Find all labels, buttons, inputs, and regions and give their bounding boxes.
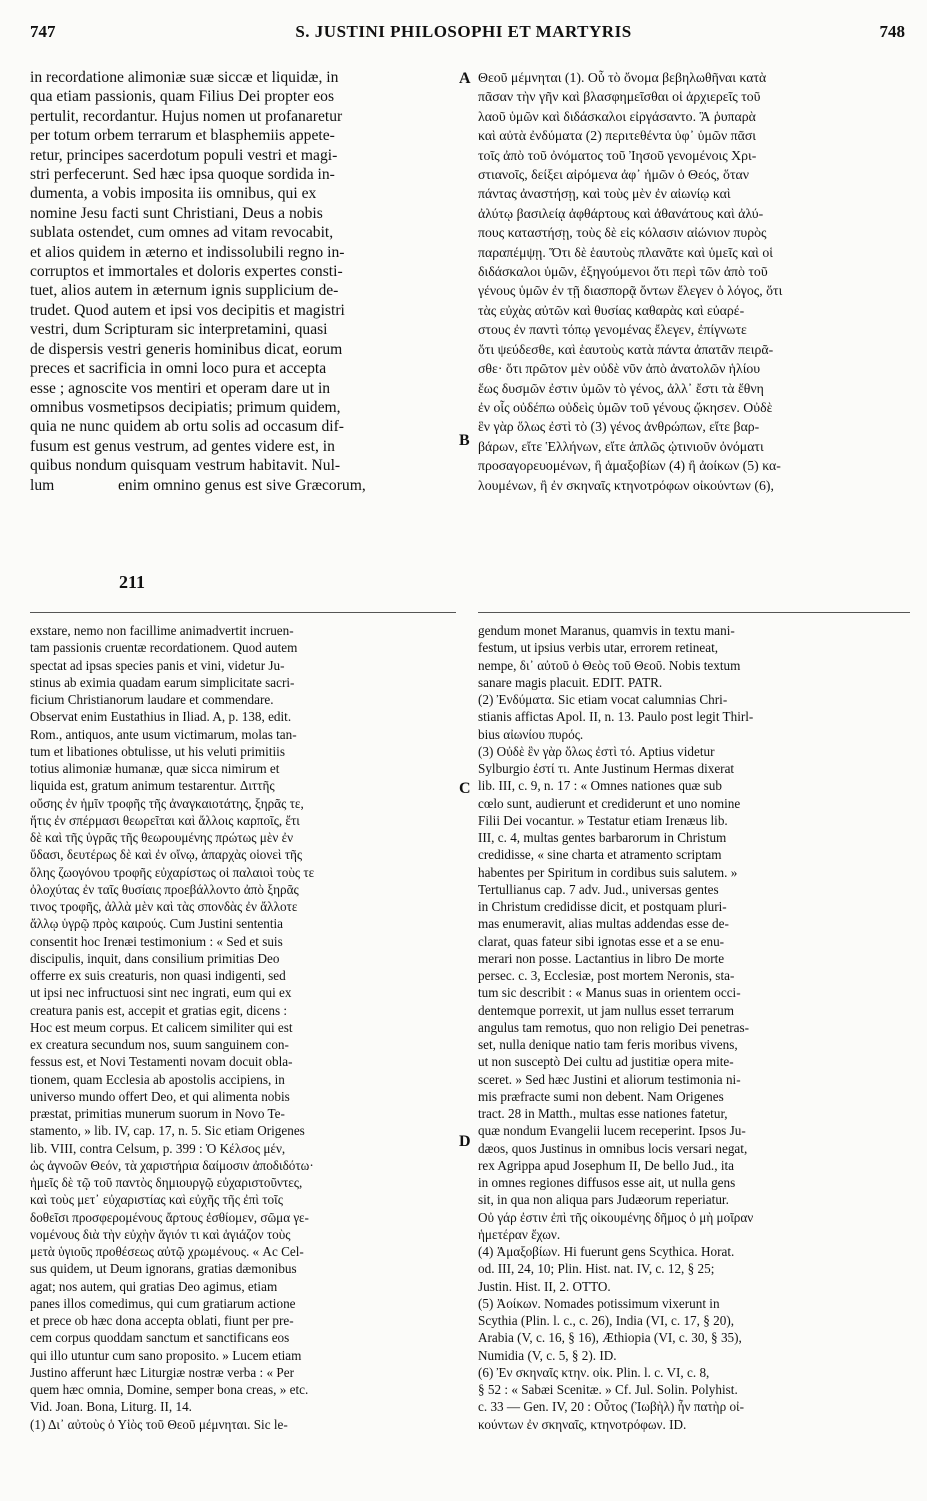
note-line: discipulis, inquit, dans consilium primitias Deo: [30, 950, 280, 966]
note-line: δοθεῖσι προσφερομένους ἄρτους ἐσθίομεν, σῶμα γε-: [30, 1209, 309, 1225]
note-line: bius αἰωνίου πυρός.: [478, 726, 584, 742]
text-line: lum: [30, 476, 55, 494]
note-line: stinus ab eximia quadam earum simplicitate sacri-: [30, 674, 295, 690]
note-line: ἡμεῖς δὲ τῷ τοῦ παντὸς δημιουργῷ εὐχαριστοῦντες,: [30, 1175, 303, 1190]
note-line: fessus est, et Novi Testamenti novam docuit obla-: [30, 1054, 293, 1070]
text-line: esse ; agnoscite vos mentiri et operam dare ut in: [30, 379, 331, 397]
note-line: stamento, » lib. IV, cap. 17, n. 5. Sic etiam Origenes: [30, 1123, 305, 1139]
note-line: (3) Οὐδὲ ἓν γὰρ ὅλως ἐστὶ τό. Aptius videtur: [478, 743, 715, 759]
note-line: qui illo utuntur cum sano proposito. » Lucem etiam: [30, 1347, 302, 1363]
note-line: Arabia (V, c. 16, § 16), Æthiopia (VI, c. 30, § 35),: [478, 1330, 742, 1346]
note-line: spectat ad ipsas species panis et vini, videtur Ju-: [30, 657, 285, 673]
text-line: enim omnino genus est sive Græcorum,: [118, 476, 366, 494]
note-line: Tertullianus cap. 7 adv. Jud., universas gentes: [478, 881, 719, 897]
note-line: sceret. » Sed hæc Justini et aliorum testimonia ni-: [478, 1071, 741, 1087]
text-line: fusum est genus vestrum, ad gentes videre est, in: [30, 437, 335, 455]
note-line: tionem, quam Ecclesia ab apostolis accipiens, in: [30, 1071, 285, 1087]
text-line: γένους ὑμῶν ἐν τῇ διασπορᾷ ὄντων ἔλεγεν ὁ λόγος, ὅτι: [478, 283, 783, 299]
note-line: Hoc est meum corpus. Et calicem similiter qui est: [30, 1019, 293, 1035]
text-line: βάρων, εἴτε Ἑλλήνων, εἴτε ἁπλῶς ᾡτινιοῦν ὀνόματι: [478, 438, 764, 454]
note-line: persec. c. 3, Ecclesiæ, post mortem Neronis, sta-: [478, 968, 735, 983]
text-line: λουμένων, ἢ ἐν σκηναῖς κτηνοτρόφων οἰκούντων (6),: [478, 477, 774, 493]
note-line: creatura panis est, accepit et gratias egit, dicens :: [30, 1002, 288, 1018]
text-line: quia ne nunc quidem ab ortu solis ad occasum dif-: [30, 418, 344, 436]
note-line: (2) Ἐνδύματα. Sic etiam vocat calumnias Chri-: [478, 692, 728, 707]
note-line: quæ nondum Evangelii lucem receperint. Ipsos Ju-: [478, 1123, 746, 1139]
note-line: festum, ut ipsius verbis utar, errorem retineat,: [478, 640, 719, 656]
note-line: panes illos comedimus, qui cum gratiarum actione: [30, 1295, 296, 1311]
margin-marker-b: B: [459, 432, 470, 449]
text-line: qua etiam passionis, quam Filius Dei propter eos: [30, 88, 335, 106]
text-line: λαοῦ ὑμῶν καὶ διδάσκαλοι εἰργάσαντο. Ἃ ῥυπαρὰ: [478, 108, 756, 124]
note-line: III, c. 4, multas gentes barbarorum in Christum: [478, 830, 727, 845]
text-line: στιανοῖς, δείξει αἰρόμενα ἀφ᾿ ἡμῶν ὁ Θεός, ὅταν: [478, 167, 749, 183]
text-line: sublata ostendet, cum omnes ad vitam revocabit,: [30, 224, 334, 242]
note-line: liquida est, gratum animum testarentur. Διττῆς: [30, 778, 275, 794]
note-line: ut ipsi nec infructuosi sint nec ingrati, eum qui ex: [30, 985, 292, 1001]
running-title: S. JUSTINI PHILOSOPHI ET MARTYRIS: [295, 22, 632, 41]
note-line: agat; nos autem, qui gratias Deo agimus, etiam: [30, 1278, 278, 1294]
note-line: (4) Ἁμαξοβίων. Hi fuerunt gens Scythica. Horat.: [478, 1244, 735, 1259]
margin-marker-c: C: [459, 780, 471, 797]
note-line: (6) Ἐν σκηναῖς κτην. οἰκ. Plin. l. c. VI, c. 8,: [478, 1364, 710, 1380]
note-line: sanare magis placuit. EDIT. PATR.: [478, 674, 663, 690]
text-line: in recordatione alimoniæ suæ siccæ et liquidæ, in: [30, 69, 339, 86]
text-line: τοῖς ἀπὸ τοῦ ὀνόματος τοῦ Ἰησοῦ γενομένοις Χρι-: [478, 147, 757, 163]
text-line: trudet. Quod autem et ipsi vos decipitis et magistri: [30, 301, 345, 319]
note-line: tract. 28 in Matth., multas esse nationes fatetur,: [478, 1106, 728, 1121]
note-line: consentit hoc Irenæi testimonium : « Sed et suis: [30, 933, 283, 949]
notes-right-column: [478, 622, 910, 1433]
note-line: mas enumeravit, alias multas addendas esse de-: [478, 916, 729, 932]
note-line: ὕδασι, δευτέρως δὲ καὶ ἐν οἴνῳ, ἀπαρχὰς οἱονεὶ τῆς: [30, 847, 303, 863]
text-line: ἕως δυσμῶν ἐστιν ὑμῶν τὸ γένος, ἀλλ᾿ ἔστι τὰ ἔθνη: [478, 380, 764, 396]
note-line: cem corpus quoddam sanctum et sanctificans eos: [30, 1330, 290, 1346]
text-line: ἐν οἷς οὐδέπω οὐδεὶς ὑμῶν τοῦ γένους ᾤκησεν. Οὐδὲ: [478, 399, 773, 415]
text-line: παραπέμψῃ. Ὅτι δὲ ἑαυτοὺς πλανᾶτε καὶ ὑμεῖς καὶ οἱ: [478, 244, 773, 260]
note-line: set, nulla denique natio tam feris moribus vivens,: [478, 1037, 738, 1052]
text-line: καὶ αὐτὰ ἐνδύματα (2) περιτεθέντα ὑφ᾿ ὑμῶν πᾶσι: [478, 128, 756, 144]
text-line: stri perfecerunt. Sed hæc ipsa quoque sordida in-: [30, 166, 335, 184]
text-line: πους καταστήσῃ, τοὺς δὲ εἰς κόλασιν αἰώνιον πυρὸς: [478, 225, 767, 241]
note-line: ut non susceptò Dei cultu ad justitiæ opera mite-: [478, 1054, 734, 1070]
right-page-number: 748: [879, 22, 905, 41]
note-line: totius alimoniæ humanæ, quæ sicca nimirum et: [30, 761, 280, 776]
note-line: sit, in qua non aliqua pars Judæorum reperiatur.: [478, 1192, 729, 1208]
text-line: per totum orbem terrarum et blasphemiis appete-: [30, 127, 335, 145]
text-line: ἓν γὰρ ὅλως ἐστὶ τὸ (3) γένος ἀνθρώπων, εἴτε βαρ-: [478, 419, 760, 435]
note-line: credidisse, « sine charta et atramento scriptam: [478, 847, 722, 863]
note-line: in omnes regiones diffusos esse ait, ut nulla gens: [478, 1175, 736, 1190]
text-line: quibus nondum quisquam vestrum habitavit. Nul-: [30, 457, 341, 475]
note-line: (1) Δι᾿ αὐτοὺς ὁ Υἱὸς τοῦ Θεοῦ μέμνηται. Sic le-: [30, 1416, 288, 1432]
note-line: exstare, nemo non facillime animadvertit incruen-: [30, 623, 294, 638]
text-line: dumenta, a vobis imposita iis omnibus, qui ex: [30, 185, 317, 203]
text-line: σθε· ὅτι πρῶτον μὲν οὐδὲ νῦν ἀπὸ ἀνατολῶν ἡλίου: [478, 361, 761, 377]
text-line: Θεοῦ μέμνηται (1). Οὗ τὸ ὄνομα βεβηλωθῆναι κατὰ: [478, 70, 767, 85]
text-line: omnibus vosmetipsos decipiatis; primum quidem,: [30, 398, 341, 416]
text-line: tuet, alios autem in æternum ignis supplicium de-: [30, 282, 339, 300]
note-line: οὔσης ἐν ἡμῖν τροφῆς τῆς ἀναγκαιοτάτης, ξηρᾶς τε,: [30, 795, 304, 811]
note-line: Rom., antiquos, ante usum victimarum, molas tan-: [30, 726, 297, 742]
note-line: rex Agrippa apud Josephum II, De bello Jud., ita: [478, 1157, 735, 1173]
note-line: Οὐ γάρ ἐστιν ἐπὶ τῆς οἰκουμένης δῆμος ὁ μὴ μοῖραν: [478, 1209, 754, 1225]
note-line: νομένους διὰ τὴν εὐχὴν ἅγιόν τι καὶ ἁγιάζον τοὺς: [30, 1226, 291, 1242]
note-line: sus quidem, ut Deum ignorans, gratias dæmonibus: [30, 1261, 297, 1277]
text-line: διδάσκαλοι ὑμῶν, ἐξηγούμενοι ὅτι περὶ τῶν ἀπὸ τοῦ: [478, 264, 768, 280]
text-line: τὰς εὐχὰς αὐτῶν καὶ θυσίας καθαρὰς καὶ εὐαρέ-: [478, 302, 745, 318]
note-line: c. 33 — Gen. IV, 20 : Οὗτος (Ἰωβὴλ) ἦν πατὴρ οἰ-: [478, 1399, 744, 1415]
margin-marker-a: A: [459, 70, 471, 87]
note-line: dæos, quos Justinus in omnibus locis versari negat,: [478, 1140, 748, 1156]
note-line: καὶ τοὺς μετ᾿ εὐχαριστίας καὶ εὐχῆς τῆς ἐπὶ τοῖς: [30, 1192, 283, 1208]
note-line: tam passionis cruentæ recordationem. Quod autem: [30, 640, 298, 656]
text-line: πᾶσαν τὴν γῆν καὶ βλασφημεῖσθαι οἱ ἀρχιερεῖς τοῦ: [478, 89, 761, 105]
note-line: (5) Ἀοίκων. Nomades potissimum vixerunt in: [478, 1295, 720, 1311]
note-line: ὀλοχύτας ἐν ταῖς θυσίαις προεβάλλοντο ἀπὸ ξηρᾶς: [30, 881, 299, 897]
note-line: § 52 : « Sabæi Scenitæ. » Cf. Jul. Solin. Polyhist.: [478, 1382, 738, 1397]
text-line: de dispersis vestri generis hominibus dicat, eorum: [30, 340, 343, 358]
note-line: angulus tam remotus, quo non religio Dei penetras-: [478, 1019, 750, 1035]
text-line: preces et sacrificia in omni loco pura et accepta: [30, 360, 327, 378]
text-line: et alios quidem in æterno et indissolubili regno in-: [30, 243, 345, 261]
note-line: Numidia (V, c. 5, § 2). ID.: [478, 1347, 617, 1363]
note-line: Scythia (Plin. l. c., c. 26), India (VI, c. 17, § 20),: [478, 1313, 735, 1328]
note-line: Filii Dei vocantur. » Testatur etiam Irenæus lib.: [478, 812, 728, 828]
note-line: ἥτις ἐν σπέρμασι θεωρεῖται καὶ ἄλλοις καρποῖς, ἔτι: [30, 812, 300, 828]
inline-page-number: 211: [119, 572, 146, 592]
note-line: ὅλης ζωογόνου τροφῆς εὐχαρίστως οἱ παλαιοὶ τοὺς τε: [30, 864, 315, 880]
note-line: gendum monet Maranus, quamvis in textu mani-: [478, 623, 735, 638]
latin-main-text: [30, 68, 456, 500]
note-line: in Christum credidisse dicit, et postquam pluri-: [478, 899, 727, 914]
note-line: habentes per Spiritum in cordibus suis salutem. »: [478, 864, 738, 880]
text-line: pertulit, recordantur. Hujus nomen ut profanaretur: [30, 107, 343, 125]
note-line: ὡς ἀγνοῶν Θεόν, τὰ χαριστήρια δαίμοσιν ἀποδιδότω·: [30, 1157, 314, 1173]
note-line: offerre ex suis creaturis, non quasi indigenti, sed: [30, 968, 286, 983]
note-line: κούντων ἐν σκηναῖς, κτηνοτρόφων. ID.: [478, 1416, 687, 1432]
note-line: tum et libationes obtulisse, ut his veluti primitiis: [30, 743, 285, 759]
text-line: retur, principes sacerdotum populi vestri et magi-: [30, 146, 338, 164]
note-line: τινος τροφῆς, ἀλλὰ μὲν καὶ τὰς σπονδὰς ἐν ἄλλοτε: [30, 899, 298, 914]
note-line: tum sic describit : « Manus suas in orientem occi-: [478, 985, 741, 1001]
note-line: nempe, δι᾿ αὐτοῦ ὁ Θεὸς τοῦ Θεοῦ. Nobis textum: [478, 657, 741, 673]
note-line: Vid. Joan. Bona, Liturg. II, 14.: [30, 1399, 192, 1415]
note-line: et prece ob hæc dona accepta oblati, fiunt per pre-: [30, 1313, 294, 1328]
text-line: corruptos et immortales et doloris expertes consti-: [30, 263, 343, 281]
note-line: ἄλλῳ ὑγρῷ πρὸς καιρούς. Cum Justini sententia: [30, 916, 284, 932]
note-line: lib. VIII, contra Celsum, p. 399 : Ὁ Κέλσος μέν,: [30, 1140, 286, 1156]
note-line: od. III, 24, 10; Plin. Hist. nat. IV, c. 12, § 25;: [478, 1261, 715, 1277]
greek-main-text: [478, 68, 910, 495]
note-line: merari non posse. Lactantius in libro De morte: [478, 950, 725, 966]
note-line: universo mundo offert Deo, et qui alimenta nobis: [30, 1088, 290, 1104]
note-line: stianis affictas Apol. II, n. 13. Paulo post legit Thirl-: [478, 709, 754, 725]
note-line: Justino afferunt hæc Liturgiæ nostræ verba : « Per: [30, 1364, 294, 1380]
note-line: μετὰ ὑγιοῦς προθέσεως αὐτῷ χρωμένους. « Ac Cel-: [30, 1244, 304, 1259]
note-line: mis præfracte sumi non debent. Nam Origenes: [478, 1088, 724, 1104]
note-line: Sylburgio ἐστί τι. Ante Justinum Hermas dixerat: [478, 761, 735, 776]
note-line: cœlo sunt, audierunt et crediderunt et uno nomine: [478, 795, 741, 811]
note-line: ficium Christianorum laudare et commendare.: [30, 692, 274, 707]
text-line: πάντας ἀναστήσῃ, καὶ τοὺς μὲν ἐν αἰωνίῳ καὶ: [478, 186, 731, 202]
footnote-divider-right: [478, 612, 910, 613]
note-line: præstat, primitias munerum suorum in Novo Te-: [30, 1106, 285, 1121]
note-line: ex creatura secundum nos, suum sanguinem con-: [30, 1037, 289, 1052]
footnote-divider-left: [30, 612, 456, 613]
text-line: vestri, dum Scripturam sic interpretamini, quasi: [30, 321, 328, 339]
note-line: clarat, quas fateur sibi ignotas esse et a se enu-: [478, 933, 725, 949]
note-line: Observat enim Eustathius in Iliad. A, p. 138, edit.: [30, 709, 292, 725]
text-line: προσαγορευομένων, ἢ ἁμαξοβίων (4) ἢ ἀοίκων (5) κα-: [478, 458, 781, 474]
text-line: στους ἐν παντὶ τόπῳ γενομένας ἔλεγεν, ἐπίγνωτε: [478, 322, 747, 338]
note-line: quem hæc omnia, Domine, semper bona creas, » etc.: [30, 1382, 309, 1397]
note-line: Justin. Hist. II, 2. OTTO.: [478, 1278, 611, 1294]
notes-left-column: [30, 622, 460, 1433]
margin-marker-d: D: [459, 1133, 471, 1150]
text-line: ὅτι ψεύδεσθε, καὶ ἑαυτοὺς κατὰ πάντα ἀπατᾶν πειρᾶ-: [478, 341, 774, 357]
note-line: lib. III, c. 9, n. 17 : « Omnes nationes quæ sub: [478, 778, 722, 794]
note-line: dentemque porrexit, ut jam nullus esset terrarum: [478, 1002, 734, 1018]
note-line: δὲ καὶ τῆς ὑγρᾶς τῆς θεωρουμένης πρώτως μὲν ἐν: [30, 830, 294, 845]
note-line: ἡμετέραν ἔχων.: [478, 1226, 561, 1242]
left-page-number: 747: [30, 22, 56, 41]
text-line: ἀλύτῳ βασιλείᾳ ἀφθάρτους καὶ ἀθανάτους καὶ ἀλύ-: [478, 205, 764, 221]
text-line: nomine Jesu facti sunt Christiani, Deus a nobis: [30, 204, 323, 222]
